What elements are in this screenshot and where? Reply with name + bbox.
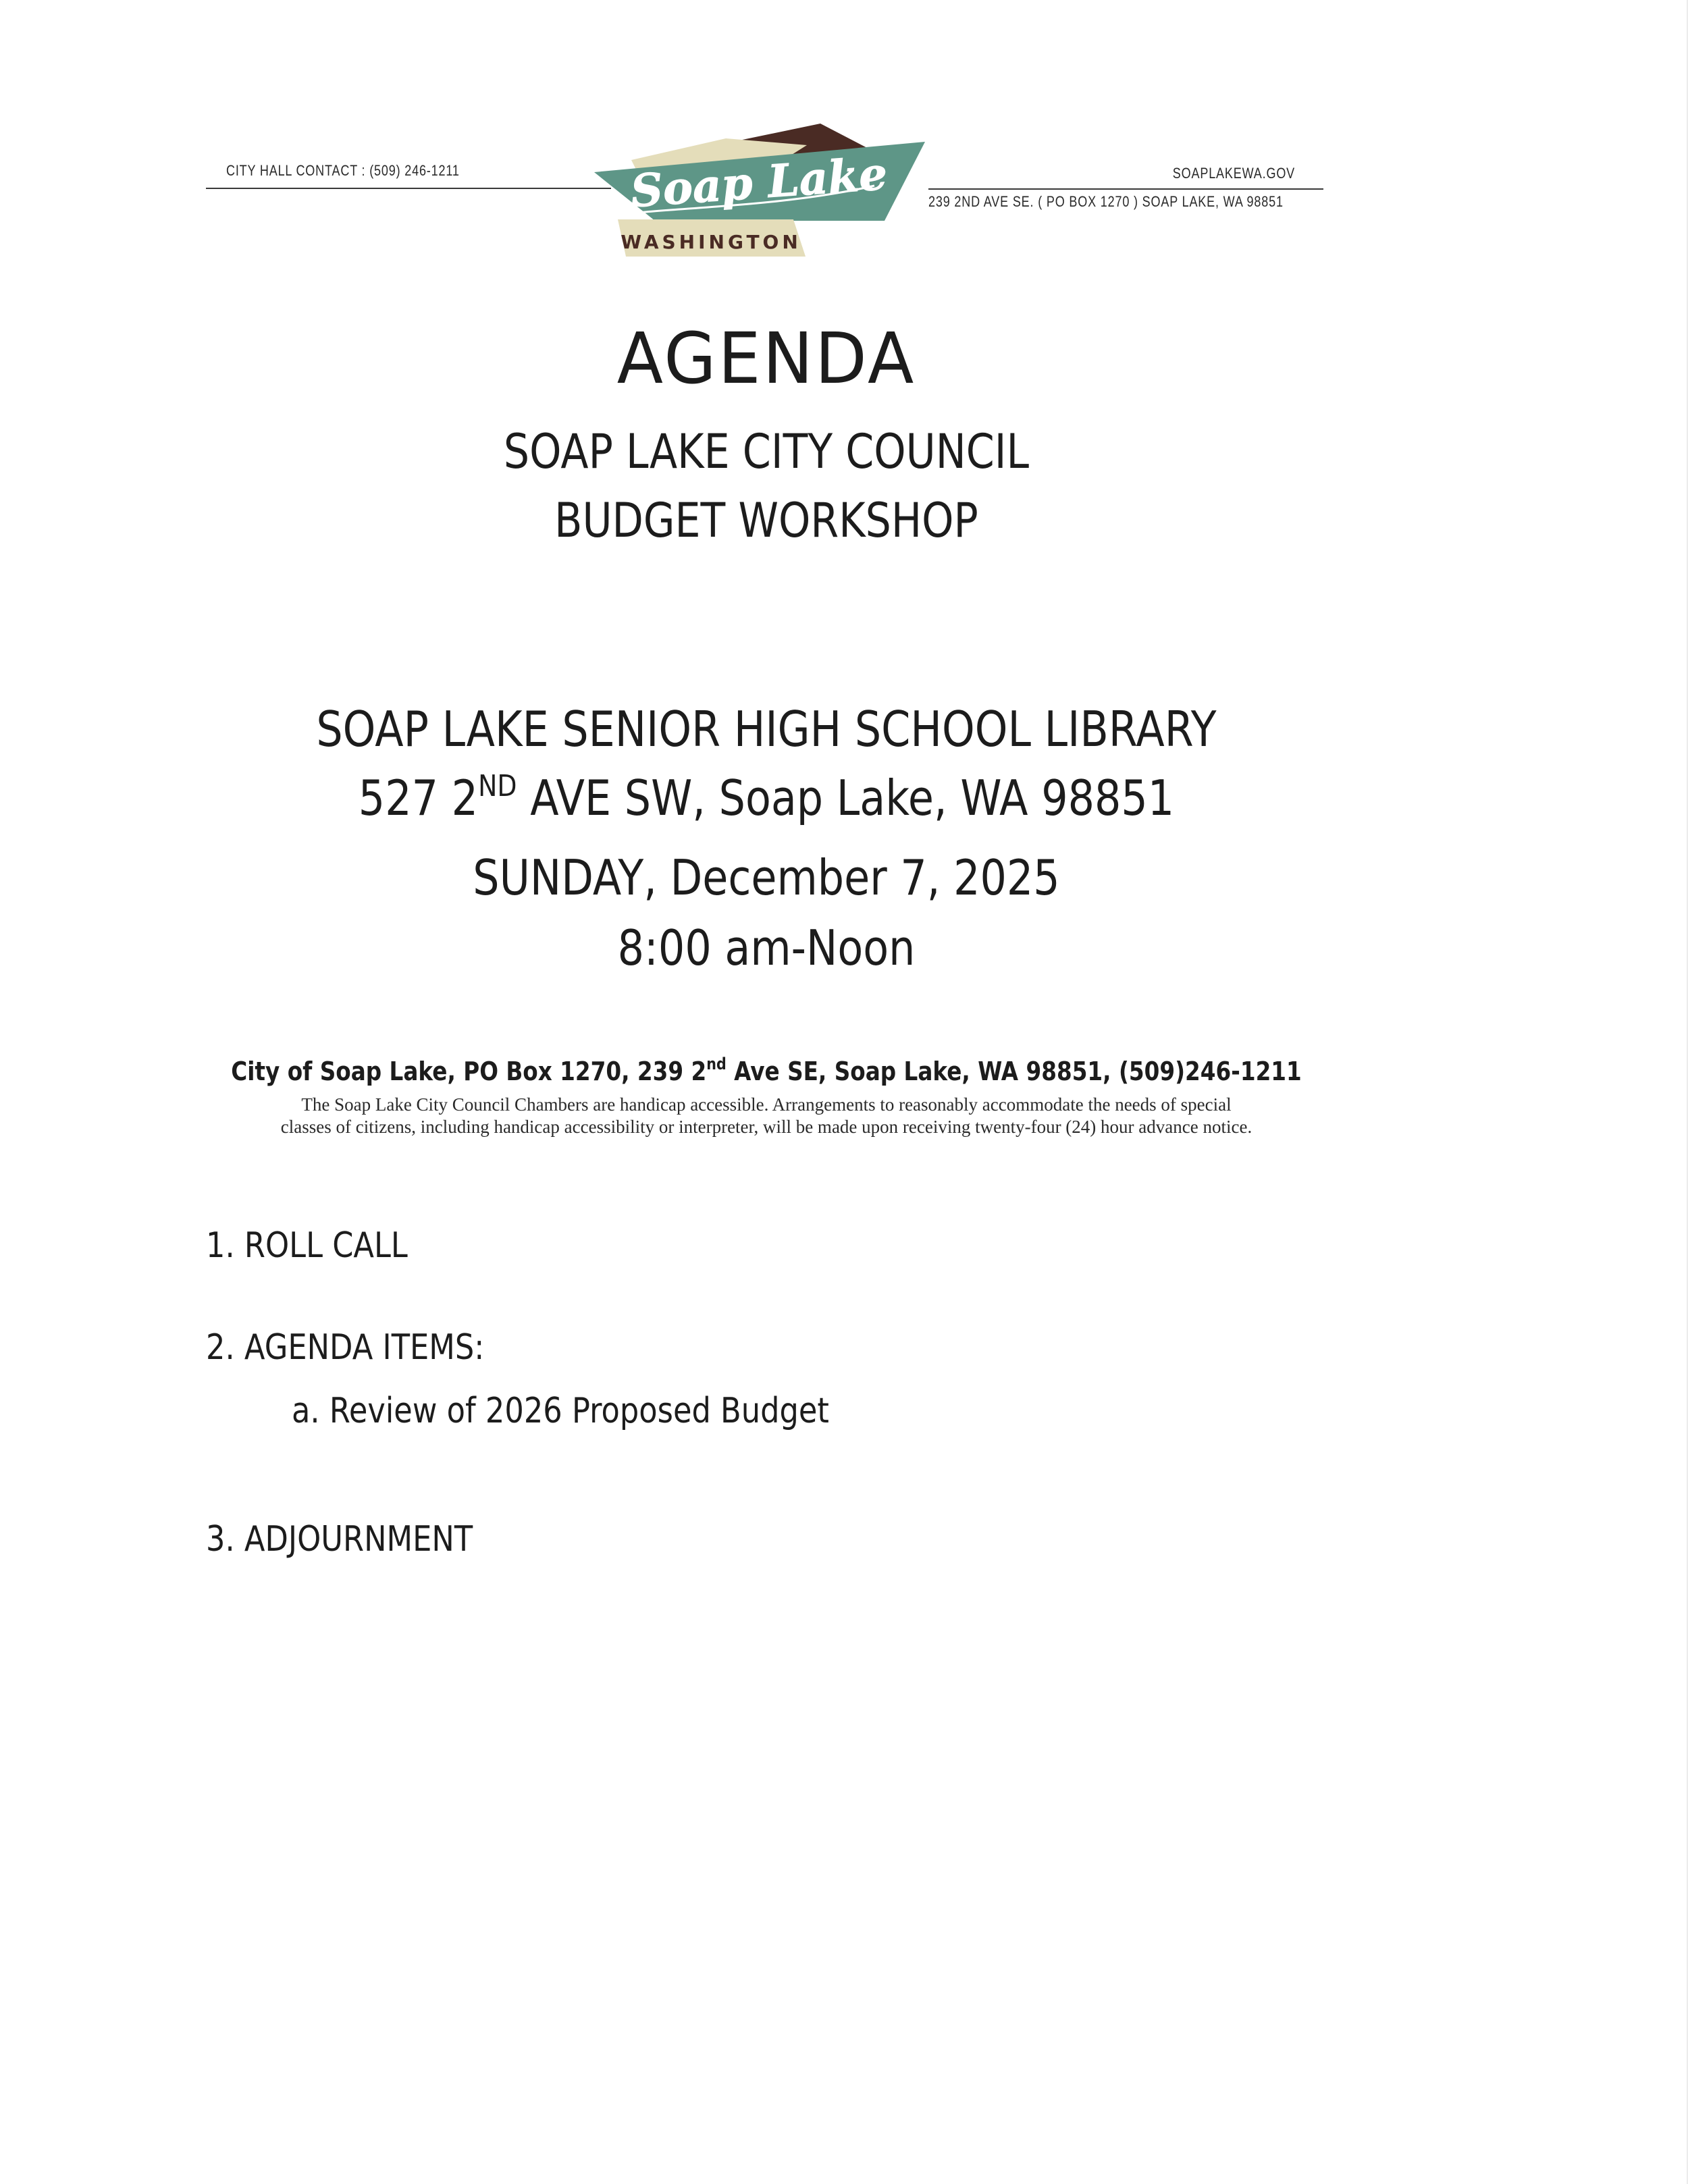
letterhead-rule-right <box>928 188 1323 190</box>
accessibility-notice <box>0 1094 1533 1138</box>
city-hall-contact: CITY HALL CONTACT : (509) 246-1211 <box>226 162 460 179</box>
page-title: AGENDA <box>616 317 916 400</box>
city-contact-line <box>107 1057 1425 1086</box>
street-number: 527 2 <box>358 770 479 826</box>
logo-washington-text: WASHINGTON <box>621 231 801 253</box>
meeting-street-address <box>107 770 1425 826</box>
soap-lake-logo <box>591 118 935 267</box>
notice-line-2: classes of citizens, including handicap accessibility or interpreter, will be made upon receiving twenty-four (24) hour advance notice. <box>280 1117 1252 1137</box>
subtitle-workshop: BUDGET WORKSHOP <box>554 493 978 548</box>
street-ordinal: ND <box>478 769 517 803</box>
agenda-item-roll-call: 1. ROLL CALL <box>206 1225 408 1266</box>
subtitle-council: SOAP LAKE CITY COUNCIL <box>503 424 1030 479</box>
city-website: SOAPLAKEWA.GOV <box>1172 165 1295 182</box>
meeting-venue: SOAP LAKE SENIOR HIGH SCHOOL LIBRARY <box>316 701 1217 757</box>
city-contact-ordinal: nd <box>706 1055 727 1073</box>
agenda-item-adjournment: 3. ADJOURNMENT <box>206 1519 473 1560</box>
letterhead-rule-left <box>206 188 611 189</box>
notice-line-1: The Soap Lake City Council Chambers are handicap accessible. Arrangements to reasonably accommodate the needs of special <box>301 1094 1232 1115</box>
street-rest: AVE SW, Soap Lake, WA 98851 <box>517 770 1175 826</box>
agenda-subitem-budget-review: a. Review of 2026 Proposed Budget <box>292 1391 829 1431</box>
letterhead <box>0 0 1688 284</box>
city-contact-suffix: Ave SE, Soap Lake, WA 98851, (509)246-1211 <box>726 1057 1302 1086</box>
city-hall-address: 239 2ND AVE SE. ( PO BOX 1270 ) SOAP LAKE, WA 98851 <box>928 193 1284 210</box>
agenda-item-agenda-items: 2. AGENDA ITEMS: <box>206 1327 485 1368</box>
meeting-date: SUNDAY, December 7, 2025 <box>473 849 1060 906</box>
meeting-time: 8:00 am-Noon <box>617 920 916 976</box>
logo-script-text: Soap Lake <box>629 147 889 218</box>
city-contact-prefix: City of Soap Lake, PO Box 1270, 239 2 <box>231 1057 707 1086</box>
